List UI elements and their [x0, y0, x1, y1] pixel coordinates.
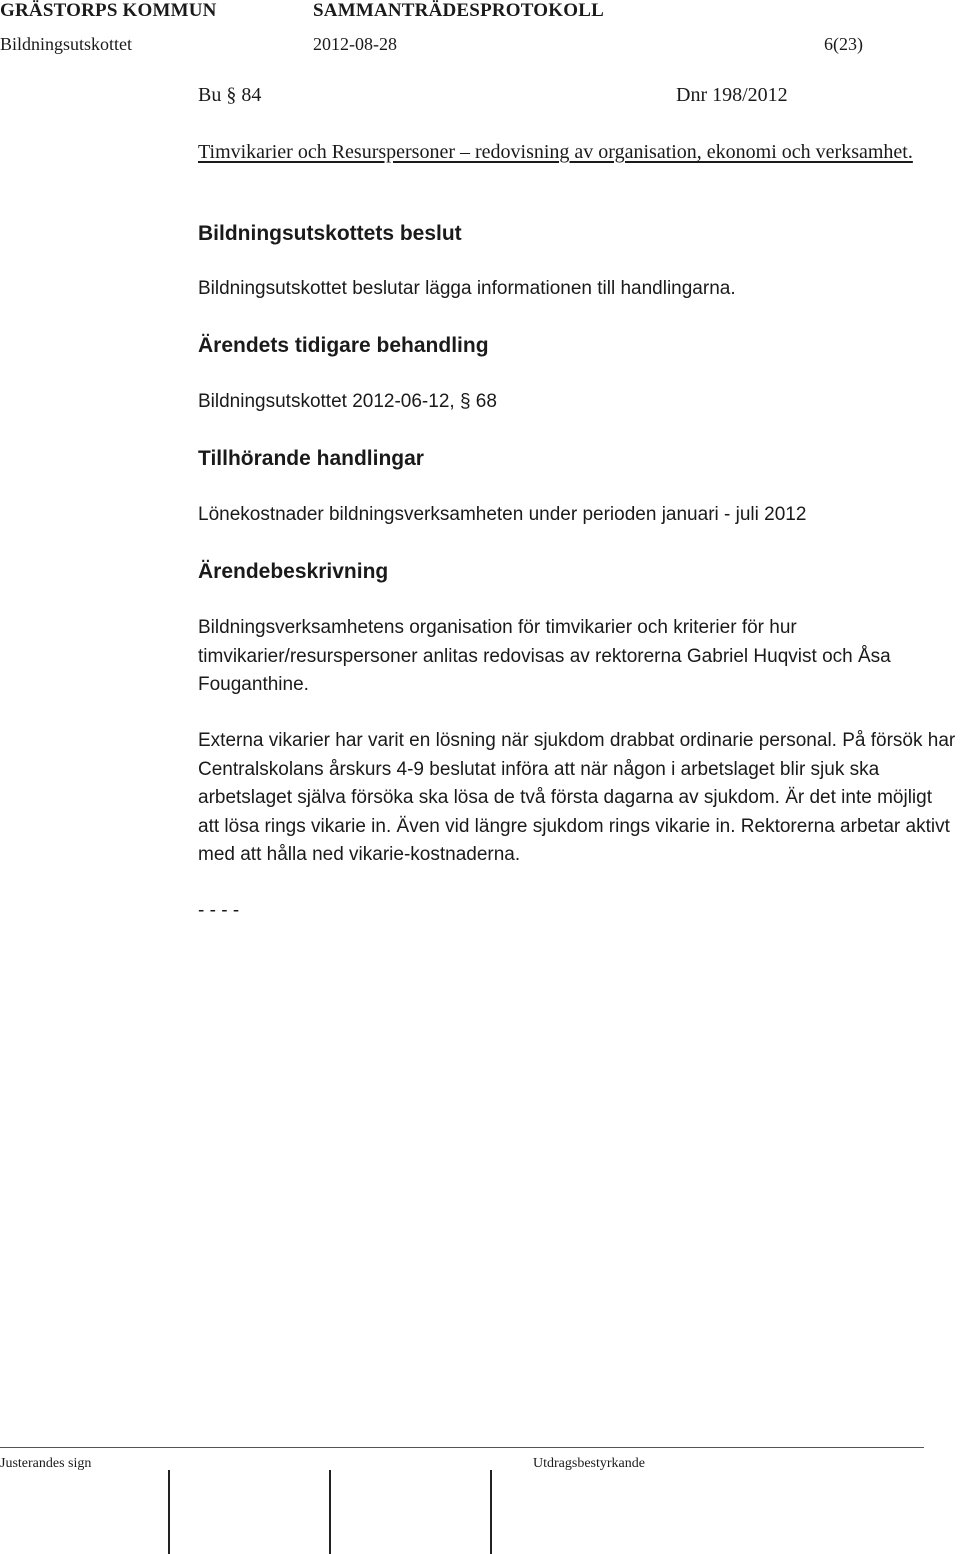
related-documents-text: Lönekostnader bildningsverksamheten under perioden januari - juli 2012: [198, 504, 807, 525]
footer-justerandes-sign: Justerandes sign: [0, 1456, 92, 1471]
municipality-name: GRÄSTORPS KOMMUN: [0, 0, 217, 21]
case-paragraph-number: Bu § 84: [198, 84, 262, 106]
case-subject: [198, 138, 938, 166]
decision-text: Bildningsutskottet beslutar lägga informationen till handlingarna.: [198, 278, 736, 299]
case-dnr: Dnr 198/2012: [676, 84, 788, 106]
prior-handling-heading: Ärendets tidigare behandling: [198, 334, 489, 357]
prior-handling-text: Bildningsutskottet 2012-06-12, § 68: [198, 391, 497, 412]
signature-box-divider: [329, 1470, 331, 1554]
footer-utdragsbestyrkande: Utdragsbestyrkande: [533, 1456, 645, 1471]
case-description-heading: Ärendebeskrivning: [198, 560, 389, 583]
signature-box-divider: [490, 1470, 492, 1554]
signature-box-divider: [168, 1470, 170, 1554]
end-marker: - - - -: [198, 900, 240, 921]
footer-divider: [0, 1447, 924, 1448]
case-description-paragraph-1: Bildningsverksamhetens organisation för timvikarier och kriterier för hur timvikarier/resurspersoner anlitas redovisas av rektorerna Gabriel Huqvist och Åsa Fouganthine.: [198, 617, 891, 696]
committee-name: Bildningsutskottet: [0, 34, 133, 54]
meeting-date: 2012-08-28: [313, 34, 397, 54]
related-documents-heading: Tillhörande handlingar: [198, 447, 424, 470]
case-subject-text: Timvikarier och Resurspersoner – redovisning av organisation, ekonomi och verksamhet.: [198, 141, 913, 163]
document-type: SAMMANTRÄDESPROTOKOLL: [313, 0, 604, 21]
decision-heading: Bildningsutskottets beslut: [198, 222, 462, 245]
page-number: 6(23): [824, 34, 863, 54]
case-description-paragraph-2: Externa vikarier har varit en lösning när sjukdom drabbat ordinarie personal. På försök har Centralskolans årskurs 4-9 beslutat införa att när någon i arbetslaget blir sjuk ska arbetslaget själva försöka ska lösa de två första dagarna av sjukdom. Är det inte möjligt att lösa rings vikarie in. Även vid längre sjukdom rings vikarie in. Rektorerna arbetar aktivt med att hålla ned vikarie-kostnaderna.: [198, 730, 956, 866]
